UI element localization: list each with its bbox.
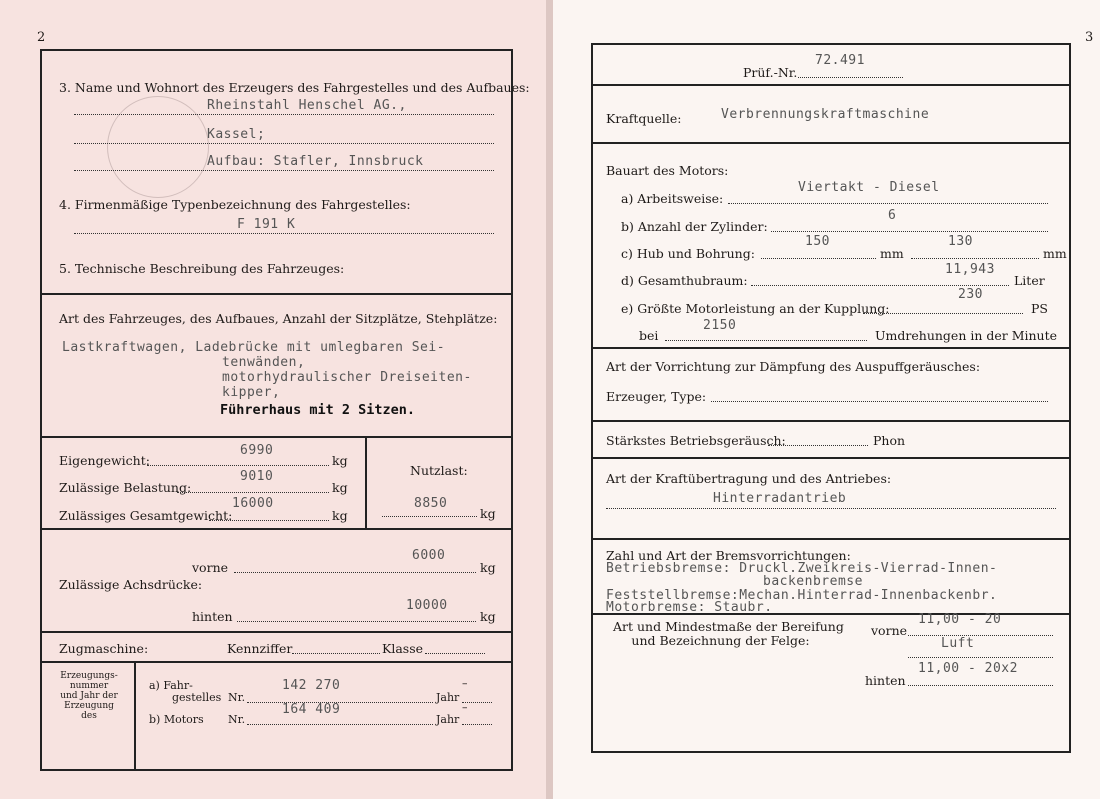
production-label-5: des bbox=[81, 711, 97, 721]
vehicle-type-line-2: tenwänden, bbox=[222, 355, 306, 370]
front-tyres-label: vorne bbox=[871, 623, 908, 638]
year-label: Jahr bbox=[436, 691, 460, 704]
power-source-value: Verbrennungskraftmaschine bbox=[721, 107, 930, 122]
motor-number-value: 164 409 bbox=[282, 702, 341, 717]
chassis-label-2: gestelles bbox=[172, 691, 222, 704]
manufacturer-city: Kassel; bbox=[207, 127, 266, 142]
production-label-4: Erzeugung bbox=[64, 701, 114, 711]
exhaust-damping-label: Art der Vorrichtung zur Dämpfung des Auspuffgeräusches: bbox=[606, 359, 981, 374]
empty-weight-value: 6990 bbox=[240, 443, 274, 458]
unit-kg: kg bbox=[480, 609, 496, 624]
empty-weight-label: Eigengewicht: bbox=[59, 453, 150, 468]
rear-tyres-label: hinten bbox=[865, 673, 906, 688]
payload-capacity-label: Zulässige Belastung: bbox=[59, 480, 192, 495]
section-4-label: 4. Firmenmäßige Typenbezeichnung des Fahrgestelles: bbox=[59, 197, 411, 212]
front-axle-label: vorne bbox=[192, 560, 229, 575]
cylinders-label: b) Anzahl der Zylinder: bbox=[621, 219, 768, 234]
bore-value: 130 bbox=[948, 234, 973, 249]
tractor-label: Zugmaschine: bbox=[59, 641, 149, 656]
gross-weight-label: Zulässiges Gesamtgewicht: bbox=[59, 508, 233, 523]
payload-capacity-value: 9010 bbox=[240, 469, 274, 484]
rpm-label: Umdrehungen in der Minute bbox=[875, 328, 1058, 343]
body-manufacturer: Aufbau: Stafler, Innsbruck bbox=[207, 154, 424, 169]
service-brake-value: Betriebsbremse: Druckl.Zweikreis-Vierrad-Innen- bbox=[606, 561, 998, 576]
code-number-label: Kennziffer bbox=[227, 641, 293, 656]
tyres-label-2: und Bezeichnung der Felge: bbox=[631, 633, 810, 648]
page-number: 2 bbox=[37, 30, 46, 45]
vehicle-type-label: Art des Fahrzeuges, des Aufbaues, Anzahl der Sitzplätze, Stehplätze: bbox=[59, 311, 498, 326]
service-brake-value-cont: backenbremse bbox=[763, 574, 863, 589]
motor-year-value: – bbox=[462, 701, 468, 714]
manufacturer-value: Rheinstahl Henschel AG., bbox=[207, 98, 407, 113]
unit-kg: kg bbox=[332, 508, 348, 523]
vehicle-type-line-1: Lastkraftwagen, Ladebrücke mit umlegbaren Sei- bbox=[62, 340, 446, 355]
drive-type-value: Hinterradantrieb bbox=[713, 491, 847, 506]
nr-label: Nr. bbox=[228, 713, 246, 726]
noise-level-label: Stärkstes Betriebsgeräusch: bbox=[606, 433, 786, 448]
unit-mm: mm bbox=[1043, 246, 1067, 261]
tyres-label-1: Art und Mindestmaße der Bereifung bbox=[613, 619, 844, 634]
unit-liter: Liter bbox=[1014, 273, 1045, 288]
production-label-1: Erzeugungs- bbox=[60, 671, 118, 681]
axle-loads-label: Zulässige Achsdrücke: bbox=[59, 577, 203, 592]
production-label-2: nummer bbox=[69, 681, 109, 691]
production-label-3: und Jahr der bbox=[60, 691, 118, 701]
power-source-label: Kraftquelle: bbox=[606, 111, 682, 126]
cylinders-value: 6 bbox=[888, 208, 897, 223]
engine-brake-value: Motorbremse: Staubr. bbox=[606, 600, 773, 615]
gross-weight-value: 16000 bbox=[232, 496, 274, 511]
chassis-label-1: a) Fahr- bbox=[149, 679, 193, 692]
vehicle-form-left bbox=[40, 49, 530, 771]
stroke-bore-label: c) Hub und Bohrung: bbox=[621, 246, 755, 261]
working-principle-value: Viertakt - Diesel bbox=[798, 180, 940, 195]
tyre-type-value: Luft bbox=[941, 636, 975, 651]
right-page bbox=[553, 0, 1100, 799]
drive-type-label: Art der Kraftübertragung und des Antriebes: bbox=[606, 471, 892, 486]
vehicle-type-line-3: motorhydraulischer Dreiseiten- bbox=[222, 370, 472, 385]
max-power-label: e) Größte Motorleistung an der Kupplung: bbox=[621, 301, 890, 316]
vehicle-type-line-4: kipper, bbox=[222, 385, 281, 400]
rear-axle-label: hinten bbox=[192, 609, 233, 624]
displacement-value: 11,943 bbox=[945, 262, 995, 277]
working-principle-label: a) Arbeitsweise: bbox=[621, 191, 724, 206]
rear-tyres-value: 11,00 - 20x2 bbox=[918, 661, 1018, 676]
unit-phon: Phon bbox=[873, 433, 906, 448]
chassis-type-value: F 191 K bbox=[237, 217, 296, 232]
brakes-label: Zahl und Art der Bremsvorrichtungen: bbox=[606, 548, 851, 563]
chassis-year-value: – bbox=[462, 677, 468, 690]
vehicle-type-line-5: Führerhaus mit 2 Sitzen. bbox=[220, 402, 416, 418]
unit-kg: kg bbox=[332, 480, 348, 495]
stroke-value: 150 bbox=[805, 234, 830, 249]
parking-brake-value: Feststellbremse:Mechan.Hinterrad-Innenbackenbr. bbox=[606, 588, 998, 603]
year-label: Jahr bbox=[436, 713, 460, 726]
net-load-label: Nutzlast: bbox=[410, 463, 468, 478]
rpm-value: 2150 bbox=[703, 318, 737, 333]
class-label: Klasse bbox=[382, 641, 424, 656]
manufacturer-type-label: Erzeuger, Type: bbox=[606, 389, 707, 404]
unit-ps: PS bbox=[1031, 301, 1048, 316]
front-axle-value: 6000 bbox=[412, 548, 446, 563]
net-load-value: 8850 bbox=[414, 496, 448, 511]
unit-kg: kg bbox=[332, 453, 348, 468]
stamp-icon bbox=[107, 96, 209, 198]
section-3-label: 3. Name und Wohnort des Erzeugers des Fahrgestelles und des Aufbaues: bbox=[59, 80, 530, 95]
max-power-value: 230 bbox=[958, 287, 983, 302]
rear-axle-value: 10000 bbox=[406, 598, 448, 613]
motor-label: b) Motors bbox=[149, 713, 204, 726]
vehicle-form-right bbox=[591, 43, 1071, 753]
unit-mm: mm bbox=[880, 246, 904, 261]
chassis-number-value: 142 270 bbox=[282, 678, 341, 693]
nr-label: Nr. bbox=[228, 691, 246, 704]
unit-kg: kg bbox=[480, 560, 496, 575]
page-number: 3 bbox=[1085, 30, 1094, 45]
displacement-label: d) Gesamthubraum: bbox=[621, 273, 748, 288]
test-number-value: 72.491 bbox=[815, 53, 865, 68]
front-tyres-value: 11,00 - 20 bbox=[918, 612, 1002, 627]
at-label: bei bbox=[639, 328, 659, 343]
section-5-label: 5. Technische Beschreibung des Fahrzeuges: bbox=[59, 261, 345, 276]
left-page bbox=[0, 0, 548, 799]
engine-type-label: Bauart des Motors: bbox=[606, 163, 729, 178]
test-number-label: Prüf.-Nr. bbox=[743, 65, 798, 80]
unit-kg: kg bbox=[480, 506, 496, 521]
